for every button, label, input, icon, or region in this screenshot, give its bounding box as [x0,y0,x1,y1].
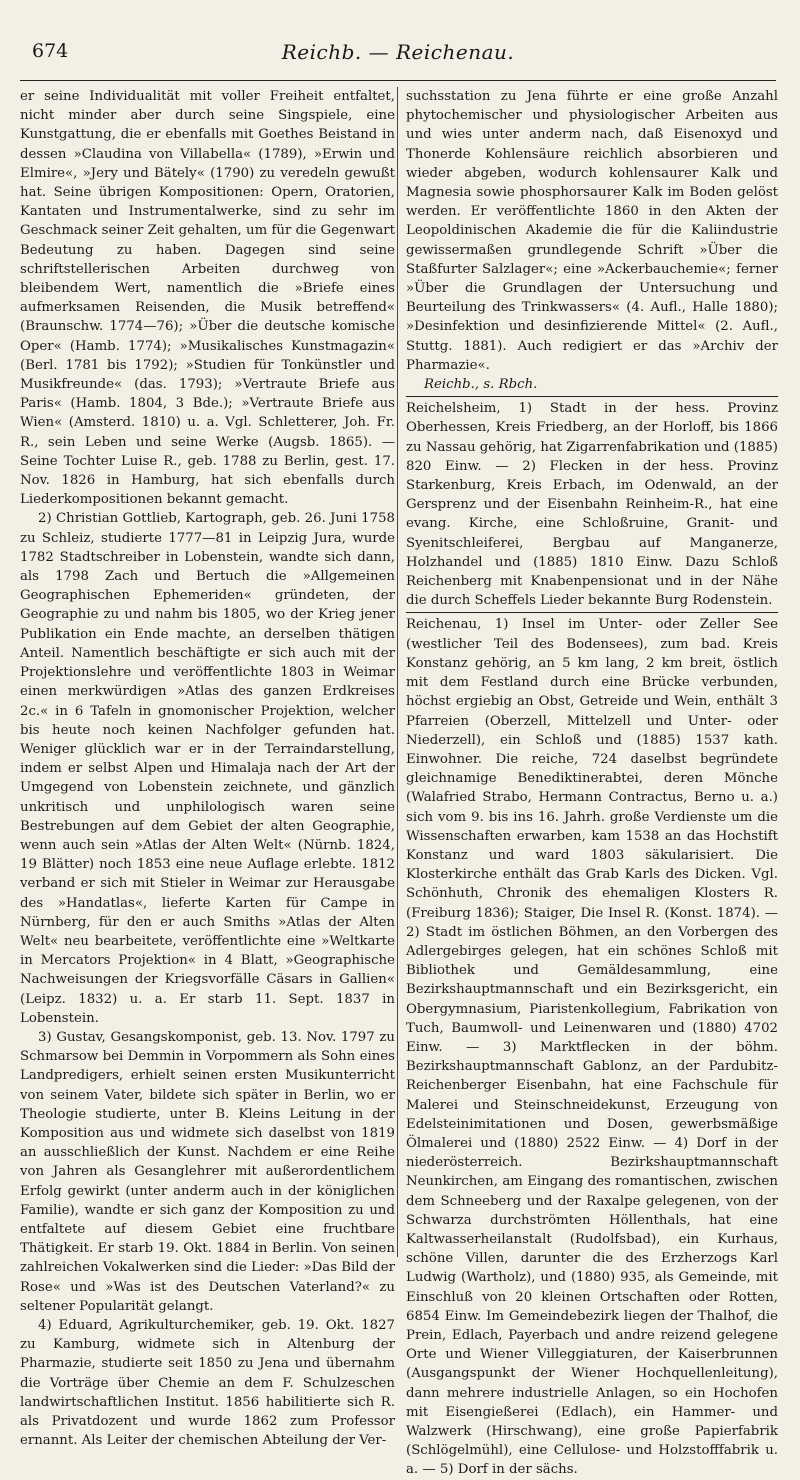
reichardt-eduard-continuation-paragraph: suchsstation zu Jena führte er eine große Anzahl phytochemischer und physiologischer Arbeiten aus und wies unter anderm nach, daß Eisenoxyd und Thonerde Kohlensäure reichlich absorbieren und wieder abgeben, wodurch kohlensaurer Kalk und Magnesia sowie phosphorsaurer Kalk im Boden gelöst werden. Er veröffentlichte 1860 in den Akten der Leopoldinischen Akademie die für die Kaliindustrie gewissermaßen grundlegende Schrift »Über die Staßfurter Salzlager«; eine »Ackerbauchemie«; ferner »Über die Grundlagen der Untersuchung und Beurteilung des Trinkwassers« (4. Aufl., Halle 1880); »Desinfektion und desinfizierende Mittel« (2. Aufl., Stuttg. 1881). Auch redigiert er das »Archiv der Pharmazie«. [406,89,778,373]
page-number: 674 [32,40,69,62]
page-header [20,40,776,78]
header-rule [20,80,776,81]
reichenau-entry: Reichenau, 1) Insel im Unter- oder Zeller See (westlicher Teil des Bodensees), zum bad. Kreis Konstanz gehörig, an 5 km lang, 2 km breit, östlich mit dem Festland durch eine Brücke verbunden, höchst ergiebig an Obst, Getreide und Wein, enthält 3 Pfarreien (Oberzell, Mittelzell und Unter- oder Niederzell), ein Schloß und (1885) 1537 kath. Einwohner. Die reiche, 724 daselbst begründete gleichnamige Benediktinerabtei, deren Mönche (Walafried Strabo, Hermann Contractus, Berno u. a.) sich vom 9. bis ins 16. Jahrh. große Verdienste um die Wissenschaften erwarben, kam 1538 an das Hochstift Konstanz und ward 1803 säkularisiert. Die Klosterkirche enthält das Grab Karls des Dicken. Vgl. Schönhuth, Chronik des ehemaligen Klosters R. (Freiburg 1836); Staiger, Die Insel R. (Konst. 1874). — 2) Stadt im östlichen Böhmen, an den Vorbergen des Adlergebirges gelegen, hat ein schönes Schloß mit Bibliothek und Gemäldesammlung, eine Bezirkshauptmannschaft und ein Bezirksgericht, ein Obergymnasium, Piaristenkollegium, Fabrikation von Tuch, Baumwoll- und Leinenwaren und (1880) 4702 Einw. — 3) Marktflecken in der böhm. Bezirkshauptmannschaft Gablonz, an der Pardubitz-Reichenberger Eisenbahn, hat eine Fachschule für Malerei und Steinschneidekunst, Erzeugung von Edelsteinimitationen und Dosen, gewerbsmäßige Ölmalerei und (1880) 2522 Einw. — 4) Dorf in der niederösterreich. Bezirkshauptmannschaft Neunkirchen, am Eingang des romantischen, zwischen dem Schneeberg und der Raxalpe gelegenen, von der Schwarza durchströmten Höllenthals, hat eine Kaltwasserheilanstalt (Rudolfsbad), ein Kurhaus, schöne Villen, darunter die des Erzherzogs Karl Ludwig (Wartholz), und (1880) 935, als Gemeinde, mit Einschluß von 20 kleinen Ortschaften oder Rotten, 6854 Einw. Im Gemeindebezirk liegen der Thalhof, die Prein, Edlach, Payerbach und andre reizend gelegene Orte und Wiener Villeggiaturen, der Kaiserbrunnen (Ausgangspunkt der Wiener Hochquellenleitung), dann mehrere industrielle Anlagen, so ein Hochofen mit Eisengießerei (Edlach), ein Hammer- und Walzwerk (Hirschwang), eine große Papierfabrik (Schlögelmühl), eine Cellulose- und Holzstofffabrik u. a. — 5) Dorf in der sächs. [406,617,778,1478]
reichardt-eduard-paragraph: 4) Eduard, Agrikulturchemiker, geb. 19. Okt. 1827 zu Kamburg, widmete sich in Altenburg der Pharmazie, studierte seit 1850 zu Jena und übernahm die Vorträge über Chemie an dem F. Schulzeschen landwirtschaftlichen Institut. 1856 habilitierte sich R. als Privatdozent und wurde 1862 zum Professor ernannt. Als Leiter der chemischen Abteilung der Ver- [20,1318,395,1449]
reichardt-continuation-paragraph: er seine Individualität mit voller Freiheit entfaltet, nicht minder aber durch seine Singspiele, eine Kunstgattung, die er ebenfalls mit Goethes Beistand in dessen »Claudina von Villabella« (1789), »Erwin und Elmire«, »Jery und Bätely« (1790) zu veredeln gewußt hat. Seine übrigen Kompositionen: Opern, Oratorien, Kantaten und Instrumentalwerke, sind zu sehr im Geschmack seiner Zeit gehalten, um für die Gegenwart Bedeutung zu haben. Dagegen sind seine schriftstellerischen Arbeiten durchweg von bleibendem Wert, namentlich die »Briefe eines aufmerksamen Reisenden, die Musik betreffend« (Braunschw. 1774—76); »Über die deutsche komische Oper« (Hamb. 1774); »Musikalisches Kunstmagazin« (Berl. 1781 bis 1792); »Studien für Tonkünstler und Musikfreunde« (das. 1793); »Vertraute Briefe aus Paris« (Hamb. 1804, 3 Bde.); »Vertraute Briefe aus Wien« (Amsterd. 1810) u. a. Vgl. Schletterer, Joh. Fr. R., sein Leben und seine Werke (Augsb. 1865). — Seine Tochter Luise R., geb. 1788 zu Berlin, gest. 17. Nov. 1826 in Hamburg, hat sich ebenfalls durch Liederkompositionen bekannt gemacht. [20,89,395,508]
column-divider [397,87,398,1257]
entry-separator-rule [406,612,778,613]
entry-separator-rule [406,396,778,397]
right-column [406,87,778,1478]
left-column [20,87,396,1449]
reichelsheim-entry: Reichelsheim, 1) Stadt in der hess. Provinz Oberhessen, Kreis Friedberg, an der Horloff, bis 1866 zu Nassau gehörig, hat Zigarrenfabrikation und (1885) 820 Einw. — 2) Flecken in der hess. Provinz Starkenburg, Kreis Erbach, im Odenwald, an der Gersprenz und der Eisenbahn Reinheim-R., hat eine evang. Kirche, eine Schloßruine, Granit- und Syenitschleiferei, Bergbau auf Manganerze, Holzhandel und (1885) 1810 Einw. Dazu Schloß Reichenberg mit Knabenpensionat und in der Nähe die durch Scheffels Lieder bekannte Burg Rodenstein. [406,401,778,609]
reichardt-gustav-paragraph: 3) Gustav, Gesangskomponist, geb. 13. Nov. 1797 zu Schmarsow bei Demmin in Vorpommern als Sohn eines Landpredigers, erhielt seinen ersten Musikunterricht von seinem Vater, bildete sich später in Berlin, wo er Theologie studierte, unter B. Kleins Leitung in der Komposition aus und widmete sich daselbst von 1819 an ausschließlich der Kunst. Nachdem er eine Reihe von Jahren als Gesanglehrer mit außerordentlichem Erfolg gewirkt (unter anderm auch in der königlichen Familie), wandte er sich ganz der Komposition zu und entfaltete auf diesem Gebiet eine fruchtbare Thätigkeit. Er starb 19. Okt. 1884 in Berlin. Von seinen zahlreichen Vokalwerken sind die Lieder: »Das Bild der Rose« und »Was ist des Deutschen Vaterland?« zu seltener Popularität gelangt. [20,1029,396,1314]
running-head: Reichb. — Reichenau. [281,40,515,64]
cross-reference-note: Reichb., s. Rbch. [424,377,538,393]
reichard-christian-gottlieb-paragraph: 2) Christian Gottlieb, Kartograph, geb. 26. Juni 1758 zu Schleiz, studierte 1777—81 in Leipzig Jura, wurde 1782 Stadtschreiber in Lobenstein, wandte sich dann, als 1798 Zach und Bertuch die »Allgemeinen Geographischen Ephemeriden« gründeten, der Geographie zu und nahm bis 1805, wo der Krieg jener Publikation ein Ende machte, an derselben thätigen Anteil. Namentlich beschäftigte er sich auch mit der Projektionslehre und veröffentlichte 1803 in Weimar einen merkwürdigen »Atlas des ganzen Erdkreises 2c.« in 6 Tafeln in gnomonischer Projektion, welcher bis heute noch keinen Nachfolger gefunden hat. Weniger glücklich war er in der Terraindarstellung, indem er selbst Alpen und Himalaja nach der Art der Umgegend von Lobenstein zeichnete, und gänzlich unkritisch und unphilologisch waren seine Bestrebungen auf dem Gebiet der alten Geographie, wenn auch sein »Atlas der Alten Welt« (Nürnb. 1824, 19 Blätter) noch 1853 eine neue Auflage erlebte. 1812 verband er sich mit Stieler in Weimar zur Herausgabe des »Handatlas«, lieferte Karten für Campe in Nürnberg, für den er auch Smiths »Atlas der Alten Welt« neu bearbeitete, veröffentlichte eine »Weltkarte in Mercators Projektion« in 4 Blatt, »Geographische Nachweisungen der Kriegsvorfälle Cäsars in Gallien« (Leipz. 1832) u. a. Er starb 11. Sept. 1837 in Lobenstein. [20,511,395,1026]
